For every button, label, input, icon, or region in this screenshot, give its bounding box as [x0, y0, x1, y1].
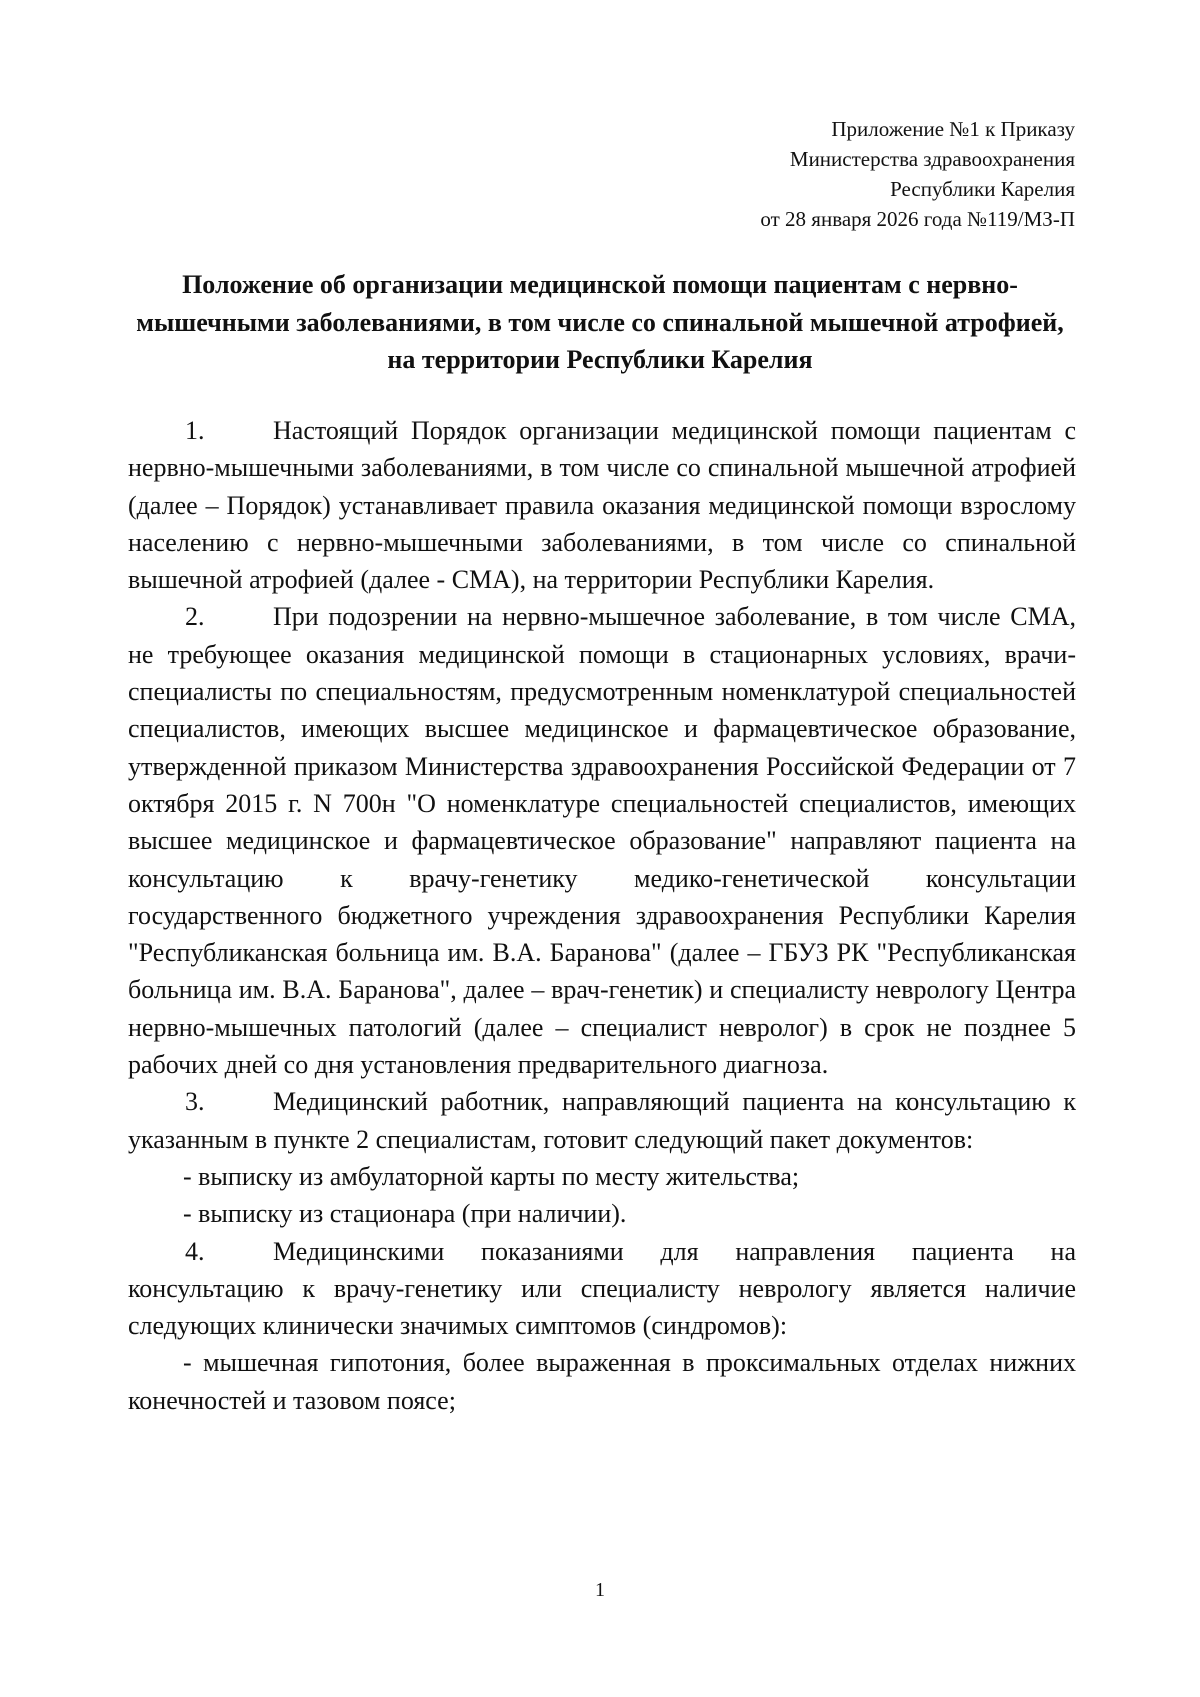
paragraph-number: 4.	[185, 1236, 205, 1266]
paragraph-number: 1.	[185, 416, 205, 445]
header-line-1: Приложение №1 к Приказу	[831, 117, 1075, 141]
paragraph-text: При подозрении на нервно-мышечное заболевание, в том числе СМА, не требующее оказания медицинской помощи в стационарных условиях, врачи-специалисты по специальностям, предусмотренным номенклатурой специальностей специалистов, имеющих высшее медицинское и фармацевтическое образование, утвержденной приказом Министерства здравоохранения Российской Федерации от 7 октября 2015 г. N 700н "О номенклатуре специальностей специалистов, имеющих высшее медицинское и фармацевтическое образование" направляют пациента на консультацию к врачу-генетику медико-генетической консультации государственного бюджетного учреждения здравоохранения Республики Карелия "Республиканская больница им. В.А. Баранова" (далее – ГБУЗ РК "Республиканская больница им. В.А. Баранова", далее – врач-генетик) и специалисту неврологу Центра нервно-мышечных патологий (далее – специалист невролог) в срок не позднее 5 рабочих дней со дня установления предварительного диагноза.	[128, 602, 1076, 1080]
paragraph-number: 2.	[185, 602, 205, 632]
list-item: - выписку из амбулаторной карты по месту жительства;	[183, 1161, 800, 1191]
list-item: - выписку из стационара (при наличии).	[183, 1199, 627, 1229]
paragraph-4	[128, 1233, 1076, 1345]
header-line-4: от 28 января 2026 года №119/МЗ-П	[760, 207, 1075, 231]
paragraph-text: Медицинскими показаниями для направления пациента на консультацию к врачу-генетику или специалисту неврологу является наличие следующих клинически значимых симптомов (синдромов):	[128, 1236, 1076, 1341]
document-body	[128, 412, 1076, 1419]
document-title: Положение об организации медицинской помощи пациентам с нервно-мышечными заболеваниями, в том числе со спинальной мышечной атрофией, на территории Республики Карелия	[136, 270, 1064, 374]
page-number: 1	[595, 1579, 605, 1601]
header-line-2: Министерства здравоохранения	[789, 147, 1075, 171]
header-line-3: Республики Карелия	[890, 177, 1075, 201]
paragraph-text: Настоящий Порядок организации медицинской помощи пациентам с нервно-мышечными заболеваниями, в том числе со спинальной мышечной атрофией (далее – Порядок) устанавливает правила оказания медицинской помощи взрослому населению с нервно-мышечными заболеваниями, в том числе со спинальной вышечной атрофией (далее - СМА), на территории Республики Карелия.	[128, 416, 1076, 595]
paragraph-number: 3.	[185, 1087, 205, 1117]
list-item: - мышечная гипотония, более выраженная в проксимальных отделах нижних конечностей и тазовом поясе;	[128, 1348, 1076, 1415]
paragraph-2	[128, 598, 1076, 1083]
paragraph-1	[128, 412, 1076, 598]
appendix-header	[760, 114, 1075, 234]
paragraph-text: Медицинский работник, направляющий пациента на консультацию к указанным в пункте 2 специалистам, готовит следующий пакет документов:	[128, 1087, 1076, 1154]
paragraph-3	[128, 1083, 1076, 1158]
